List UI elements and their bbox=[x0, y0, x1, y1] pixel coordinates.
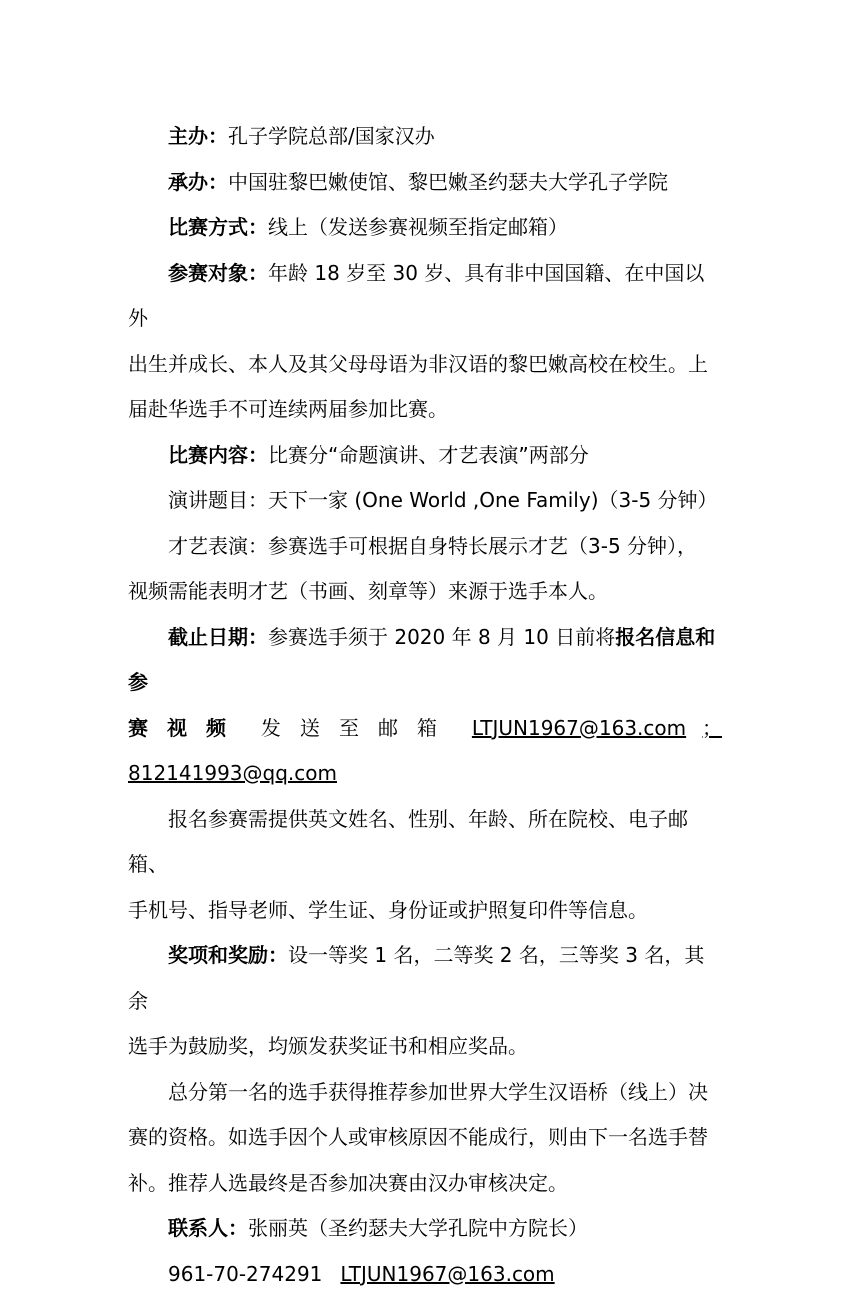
organizer-text: 中国驻黎巴嫩使馆、黎巴嫩圣约瑟夫大学孔子学院 bbox=[228, 170, 668, 194]
deadline-text: 参赛选手须于 2020 年 8 月 10 日前将 bbox=[268, 625, 615, 649]
deadline-email-1[interactable]: LTJUN1967@163.com bbox=[472, 716, 686, 740]
awards-label: 奖项和奖励： bbox=[168, 943, 288, 967]
contact-details-line bbox=[128, 1252, 722, 1297]
registration-line-1: 报名参赛需提供英文姓名、性别、年龄、所在院校、电子邮箱、 bbox=[128, 797, 722, 888]
contact-email[interactable]: LTJUN1967@163.com bbox=[340, 1262, 554, 1286]
contact-line bbox=[128, 1206, 722, 1252]
deadline-line-3 bbox=[128, 751, 722, 797]
deadline-email-2[interactable]: 812141993@qq.com bbox=[128, 761, 337, 785]
finals-line-2: 赛的资格。如选手因个人或审核原因不能成行，则由下一名选手替 bbox=[128, 1115, 722, 1161]
organizer-line bbox=[128, 160, 722, 206]
document-page bbox=[128, 114, 722, 1297]
deadline-send-text: 发送至邮箱 bbox=[261, 716, 456, 740]
contact-text: 张丽英（圣约瑟夫大学孔院中方院长） bbox=[248, 1216, 588, 1240]
awards-line-1 bbox=[128, 933, 722, 1024]
content-label: 比赛内容： bbox=[168, 443, 268, 467]
eligibility-line-3: 届赴华选手不可连续两届参加比赛。 bbox=[128, 387, 722, 433]
host-label: 主办： bbox=[168, 124, 228, 148]
format-label: 比赛方式： bbox=[168, 215, 268, 239]
finals-line-3: 补。推荐人选最终是否参加决赛由汉办审核决定。 bbox=[128, 1161, 722, 1207]
contact-phone: 961-70-274291 bbox=[168, 1262, 322, 1286]
speech-topic-line: 演讲题目：天下一家 (One World ,One Family)（3-5 分钟） bbox=[128, 478, 722, 524]
eligibility-line-1 bbox=[128, 251, 722, 342]
contact-label: 联系人： bbox=[168, 1216, 248, 1240]
awards-line-2: 选手为鼓励奖，均颁发获奖证书和相应奖品。 bbox=[128, 1024, 722, 1070]
content-line bbox=[128, 433, 722, 479]
deadline-line-1 bbox=[128, 615, 722, 706]
eligibility-text-1: 年龄 18 岁至 30 岁、具有非中国国籍、在中国以外 bbox=[128, 261, 704, 331]
awards-text-1: 设一等奖 1 名，二等奖 2 名，三等奖 3 名，其余 bbox=[128, 943, 704, 1013]
talent-line-1: 才艺表演：参赛选手可根据自身特长展示才艺（3-5 分钟）， bbox=[128, 524, 722, 570]
deadline-label: 截止日期： bbox=[168, 625, 268, 649]
format-line bbox=[128, 205, 722, 251]
deadline-separator: ； bbox=[702, 716, 722, 740]
deadline-emph-1: 报名信息和参 bbox=[128, 625, 715, 695]
eligibility-line-2: 出生并成长、本人及其父母母语为非汉语的黎巴嫩高校在校生。上 bbox=[128, 342, 722, 388]
talent-line-2: 视频需能表明才艺（书画、刻章等）来源于选手本人。 bbox=[128, 569, 722, 615]
host-text: 孔子学院总部/国家汉办 bbox=[228, 124, 435, 148]
content-text: 比赛分“命题演讲、才艺表演”两部分 bbox=[268, 443, 589, 467]
eligibility-label: 参赛对象： bbox=[168, 261, 268, 285]
format-text: 线上（发送参赛视频至指定邮箱） bbox=[268, 215, 568, 239]
finals-line-1: 总分第一名的选手获得推荐参加世界大学生汉语桥（线上）决 bbox=[128, 1070, 722, 1116]
host-line bbox=[128, 114, 722, 160]
registration-line-2: 手机号、指导老师、学生证、身份证或护照复印件等信息。 bbox=[128, 888, 722, 934]
deadline-line-2 bbox=[128, 706, 722, 752]
organizer-label: 承办： bbox=[168, 170, 228, 194]
deadline-emph-2: 赛视频 bbox=[128, 716, 245, 740]
